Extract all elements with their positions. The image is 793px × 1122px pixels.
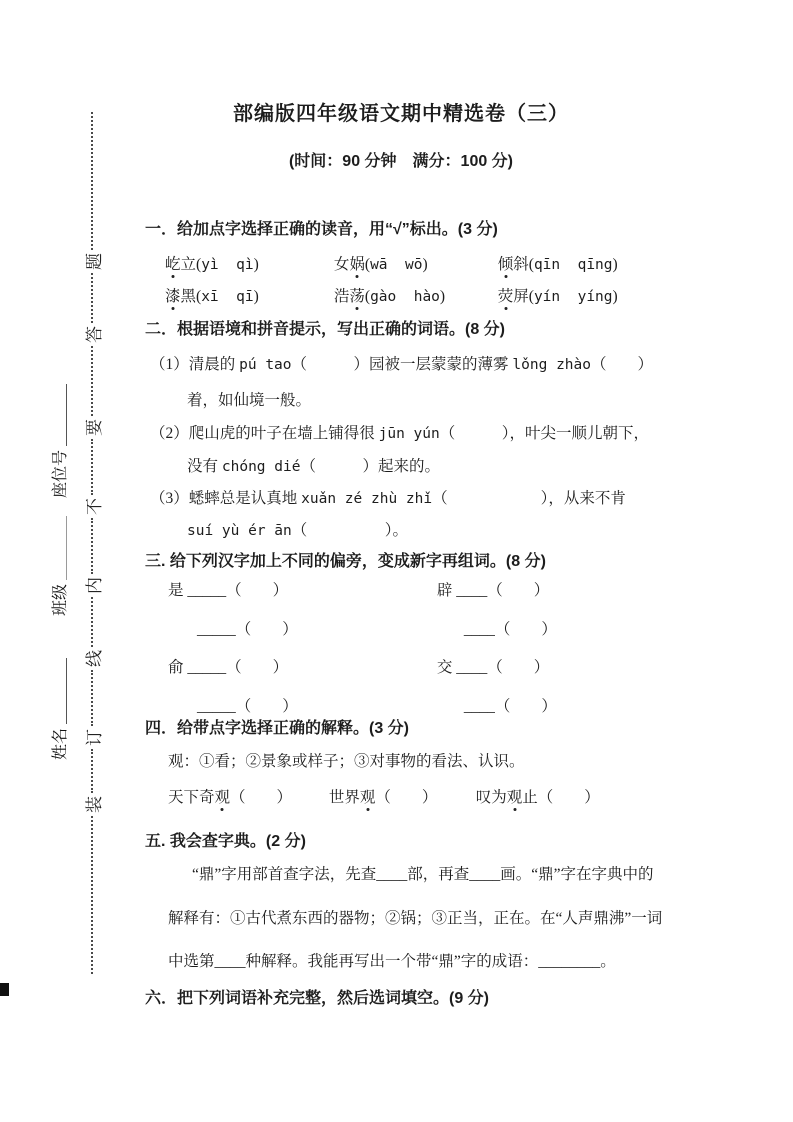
question-line: （2）爬山虎的叶子在墙上铺得很 jūn yún（ ），叶尖一顺儿朝下， [150, 425, 650, 442]
char-cell: ____（ ） [463, 698, 557, 715]
seat-label: 座位号 [52, 449, 69, 498]
section-5-header: 五. 我会查字典。(2 分) [145, 833, 306, 850]
section-6-header: 六．把下列词语补充完整，然后选词填空。(9 分) [145, 990, 490, 1007]
class-blank-line [63, 516, 67, 580]
char-cell: 俞 _____（ ） [168, 659, 289, 676]
name-field [47, 658, 70, 760]
class-field [47, 516, 70, 616]
char-row [197, 617, 557, 639]
section-4-header: 四．给带点字选择正确的解释。(3 分) [145, 720, 410, 737]
char-row [168, 578, 549, 600]
dotted-line-segment [91, 112, 93, 250]
question-line: 没有 chóng dié（ ）起来的。 [187, 458, 440, 475]
dotted-line-segment [91, 439, 93, 495]
binding-char: 不 [84, 498, 104, 515]
binding-char: 装 [84, 796, 104, 813]
question-line: 着，如仙境一般。 [187, 392, 312, 409]
char-cell: 是 _____（ ） [168, 582, 289, 599]
definition-line: 观：①看；②景象或样子；③对事物的看法、认识。 [168, 753, 525, 770]
dotted-line-segment [91, 273, 93, 323]
binding-char: 题 [84, 253, 104, 270]
char-cell: 辟 ____（ ） [436, 582, 550, 599]
phrase-row [168, 785, 600, 807]
section-2-header: 二．根据语境和拼音提示，写出正确的词语。(8 分) [145, 321, 506, 338]
question-line: suí yù ér ān（ ）。 [187, 522, 409, 539]
pinyin-item: 女娲(wā wō) [333, 256, 428, 273]
seat-blank-line [63, 384, 67, 446]
dotted-line-segment [91, 597, 93, 647]
phrase-item: 天下奇观（ ） [168, 789, 293, 806]
binding-line [80, 110, 104, 974]
section-3-header: 三. 给下列汉字加上不同的偏旁，变成新字再组词。(8 分) [145, 553, 546, 570]
char-row [197, 694, 557, 716]
pinyin-item: 浩荡(gào hào) [333, 288, 446, 305]
class-label: 班级 [52, 583, 69, 616]
pinyin-row-1 [165, 252, 618, 274]
seat-field [47, 384, 70, 498]
binding-char: 要 [84, 419, 104, 436]
dictionary-line: 中选第____种解释。我能再写出一个带“鼎”字的成语：________。 [168, 953, 616, 970]
pinyin-item: 漆黑(xī qī) [165, 288, 259, 305]
name-blank-line [63, 658, 67, 724]
char-cell: _____（ ） [197, 621, 298, 638]
char-row [168, 655, 549, 677]
dotted-line-segment [91, 346, 93, 416]
name-label: 姓名 [52, 727, 69, 760]
question-line: （1）清晨的 pú tao（ ）园被一层蒙蒙的薄雾 lǒng zhào（ ） [150, 356, 654, 373]
phrase-item: 叹为观止（ ） [475, 789, 600, 806]
phrase-item: 世界观（ ） [328, 789, 438, 806]
section-1-header: 一．给加点字选择正确的读音，用“√”标出。(3 分) [145, 221, 498, 238]
binding-char: 内 [84, 577, 104, 594]
question-line: （3）蟋蟀总是认真地 xuǎn zé zhù zhǐ（ ），从来不肯 [150, 490, 626, 507]
dictionary-line: 解释有：①古代煮东西的器物；②锅；③正当，正在。在“人声鼎沸”一词 [168, 910, 663, 927]
page-title: 部编版四年级语文期中精选卷（三） [233, 103, 569, 125]
char-cell: ____（ ） [463, 621, 557, 638]
student-info-column [46, 340, 70, 760]
pinyin-item: 荧屏(yín yíng) [497, 288, 618, 305]
binding-char: 订 [84, 729, 104, 746]
pinyin-item: 倾斜(qīn qīng) [497, 256, 618, 273]
dotted-line-segment [91, 749, 93, 793]
char-cell: 交 ____（ ） [436, 659, 550, 676]
binding-char: 答 [84, 326, 104, 343]
pinyin-item: 屹立(yì qì) [165, 256, 259, 273]
dotted-line-segment [91, 816, 93, 974]
binding-char: 线 [84, 650, 104, 667]
dotted-line-segment [91, 670, 93, 726]
scan-artifact [0, 983, 9, 996]
pinyin-row-2 [165, 284, 618, 306]
exam-meta: (时间：90 分钟 满分：100 分) [288, 153, 514, 170]
dictionary-line: “鼎”字用部首查字法，先查____部，再查____画。“鼎”字在字典中的 [192, 866, 654, 883]
dotted-line-segment [91, 518, 93, 574]
char-cell: _____（ ） [197, 698, 298, 715]
